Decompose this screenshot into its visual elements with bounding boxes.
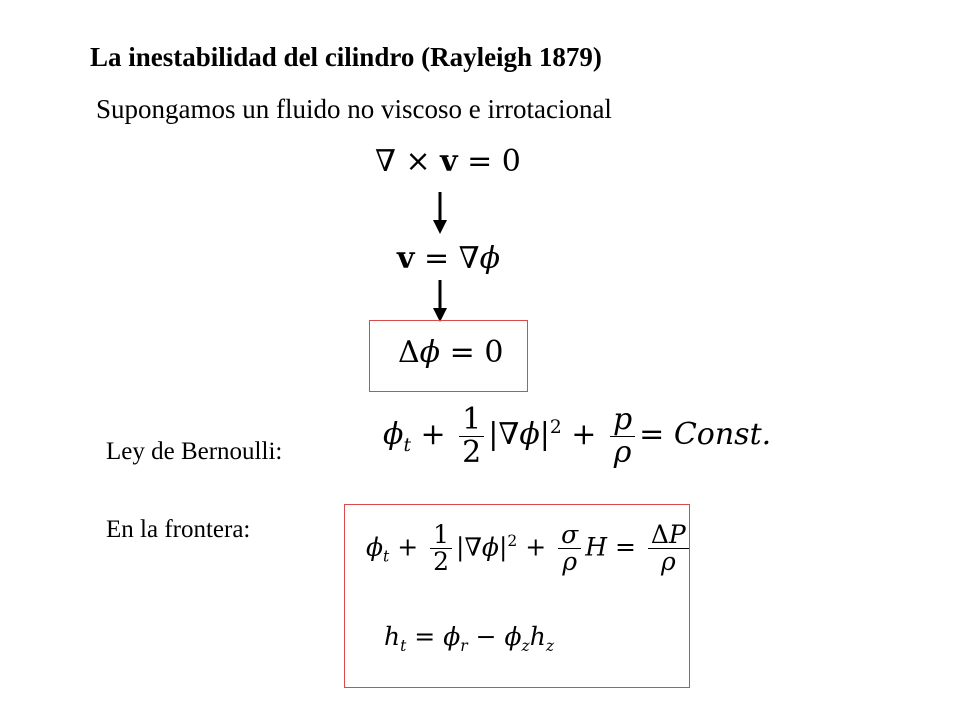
equation-kinematic: $h_t = \phi_r - \phi_zh_z$ (384, 622, 554, 655)
down-arrow-icon (430, 280, 450, 322)
equation-boundary-pressure: $\phi_t$ + $\frac{1}{2}$ $|\nabla\phi|^2$ + $\frac{\sigma}{\rho}$ H = $\frac{\Delta P}{\rho}$ (366, 522, 693, 576)
slide-subtitle: Supongamos un fluido no viscoso e irrotacional (96, 94, 612, 124)
equation-curl-zero: ∇ × v = 0 (375, 144, 521, 179)
equation-potential: v = ∇ϕ (397, 241, 501, 276)
bernoulli-label: Ley de Bernoulli: (106, 438, 283, 465)
equation-laplace: Δϕ = 0 (398, 335, 504, 370)
down-arrow-icon (430, 192, 450, 234)
slide-title: La inestabilidad del cilindro (Rayleigh 1879) (90, 42, 602, 72)
boundary-label: En la frontera: (106, 516, 251, 543)
equation-bernoulli: $\phi_t$ + $\frac{1}{2}$ $|\nabla\phi|^2$ + $\frac{p}{\rho}$ = Const. (383, 402, 772, 470)
